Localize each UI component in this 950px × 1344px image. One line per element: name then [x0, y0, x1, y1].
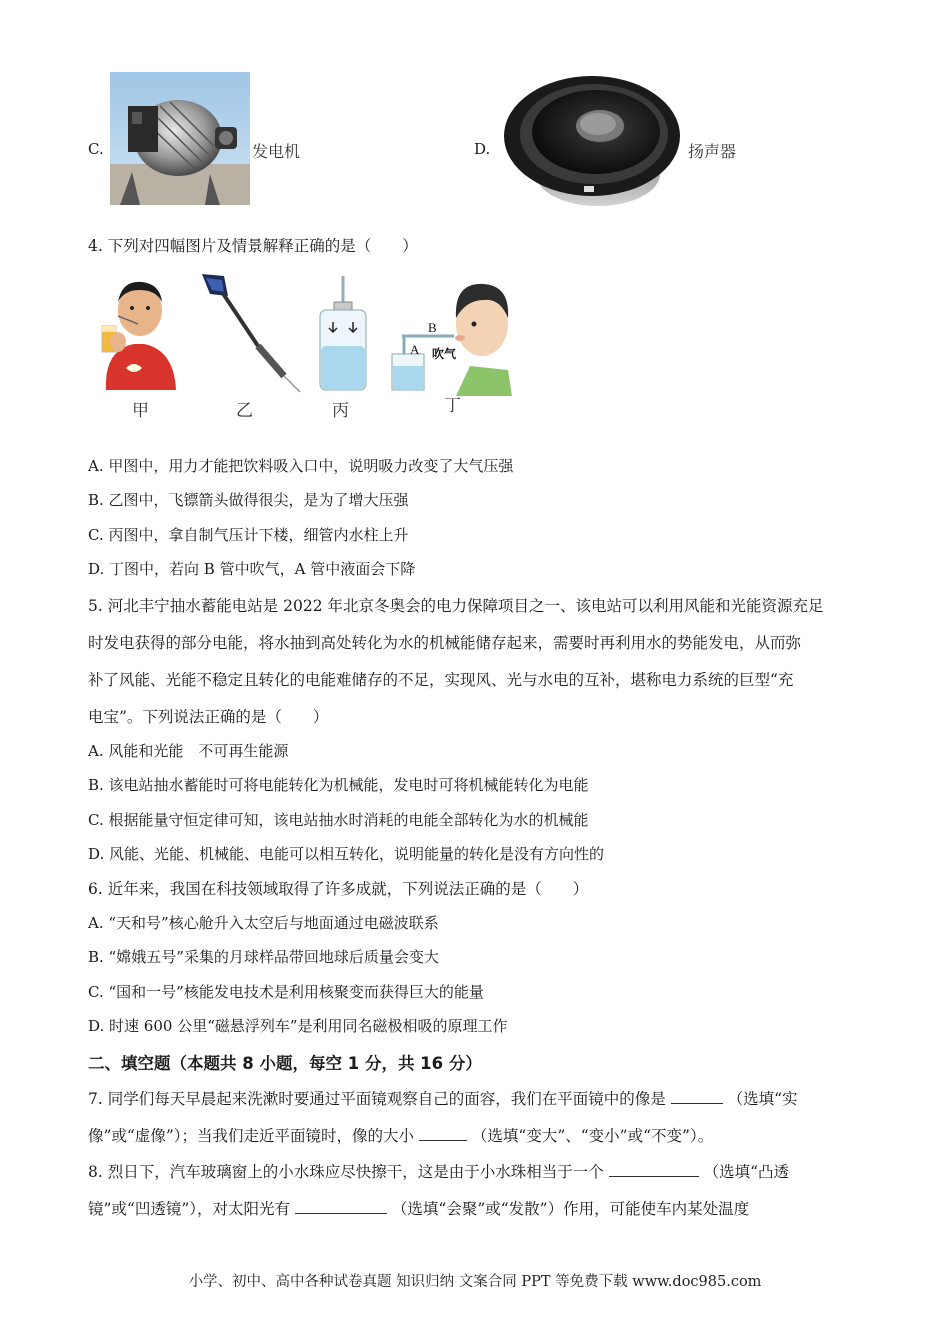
- q5-stem-line-4: 电宝”。下列说法正确的是（ ）: [88, 708, 329, 726]
- q5-stem-line-3: 补了风能、光能不稳定且转化的电能难储存的不足，实现风、光与水电的互补，堪称电力系统的巨型“充: [88, 671, 794, 689]
- caption-jia: 甲: [132, 401, 149, 421]
- q5-option-d: D. 风能、光能、机械能、电能可以相互转化，说明能量的转化是没有方向性的: [88, 845, 605, 863]
- q5-option-a: A. 风能和光能 不可再生能源: [88, 742, 289, 760]
- q7-text-1a: 7. 同学们每天早晨起来洗漱时要通过平面镜观察自己的面容，我们在平面镜中的像是: [88, 1090, 666, 1108]
- q6-option-a: A. “天和号”核心舱升入太空后与地面通过电磁波联系: [88, 914, 439, 932]
- q8-text-2a: 镜”或“凹透镜”），对太阳光有: [88, 1200, 291, 1218]
- q5-option-c: C. 根据能量守恒定律可知，该电站抽水时消耗的电能全部转化为水的机械能: [88, 811, 589, 829]
- caption-bing: 丙: [332, 401, 349, 421]
- q5-stem-line-2: 时发电获得的部分电能，将水抽到高处转化为水的机械能储存起来，需要时再利用水的势能发电，从而弥: [88, 634, 802, 652]
- q6-option-c: C. “国和一号”核能发电技术是利用核聚变而获得巨大的能量: [88, 983, 484, 1001]
- q7-line-1: [88, 1087, 798, 1109]
- q7-text-2b: （选填“变大”、“变小”或“不变”）。: [471, 1127, 714, 1145]
- q8-line-1: [88, 1160, 789, 1182]
- q4-option-c: C. 丙图中，拿自制气压计下楼，细管内水柱上升: [88, 526, 409, 544]
- caption-yi: 乙: [236, 401, 253, 421]
- q8-line-2: [88, 1197, 749, 1219]
- page-footer: 小学、初中、高中各种试卷真题 知识归纳 文案合同 PPT 等免费下载 www.doc985.com: [188, 1274, 762, 1290]
- figure-jia-child-drinking: [96, 272, 178, 390]
- label-blow: 吹气: [432, 347, 457, 361]
- q8-text-1a: 8. 烈日下，汽车玻璃窗上的小水珠应尽快擦干，这是由于小水珠相当于一个: [88, 1163, 604, 1181]
- q4-stem: 4. 下列对四幅图片及情景解释正确的是（ ）: [88, 237, 418, 255]
- label-a: A: [410, 342, 420, 357]
- q7-text-1b: （选填“实: [727, 1090, 798, 1108]
- section-2-title: 二、填空题（本题共 8 小题，每空 1 分，共 16 分）: [88, 1054, 482, 1073]
- option-d-label: 扬声器: [688, 142, 737, 161]
- option-d-letter: D.: [474, 140, 491, 158]
- q7-text-2a: 像”或“虚像”）；当我们走近平面镜时，像的大小: [88, 1127, 415, 1145]
- q6-option-d: D. 时速 600 公里“磁悬浮列车”是利用同名磁极相吸的原理工作: [88, 1017, 508, 1035]
- q7-blank-1[interactable]: [671, 1089, 723, 1104]
- caption-ding: 丁: [444, 396, 461, 416]
- q6-stem: 6. 近年来，我国在科技领域取得了许多成就，下列说法正确的是（ ）: [88, 880, 589, 898]
- q8-text-2b: （选填“会聚”或“发散”）作用，可能使车内某处温度: [391, 1200, 750, 1218]
- q7-blank-2[interactable]: [419, 1126, 467, 1141]
- q8-blank-2[interactable]: [295, 1199, 387, 1214]
- q7-line-2: [88, 1124, 713, 1146]
- q4-option-d: D. 丁图中，若向 B 管中吹气，A 管中液面会下降: [88, 560, 416, 578]
- q8-text-1b: （选填“凸透: [703, 1163, 790, 1181]
- q5-stem-line-1: 5. 河北丰宁抽水蓄能电站是 2022 年北京冬奥会的电力保障项目之一、该电站可以利用风能和光能资源充足: [88, 597, 824, 615]
- figure-ding-blow-tube: [388, 274, 512, 396]
- option-c-letter: C.: [88, 140, 104, 158]
- label-b: B: [428, 320, 437, 335]
- q4-option-a: A. 甲图中，用力才能把饮料吸入口中，说明吸力改变了大气压强: [88, 457, 514, 475]
- figure-bing-barometer: [316, 274, 370, 394]
- q5-option-b: B. 该电站抽水蓄能时可将电能转化为机械能，发电时可将机械能转化为电能: [88, 776, 589, 794]
- generator-image: [110, 72, 250, 205]
- option-c-label: 发电机: [252, 142, 301, 161]
- speaker-image: [500, 74, 684, 212]
- q4-option-b: B. 乙图中，飞镖箭头做得很尖，是为了增大压强: [88, 491, 409, 509]
- q8-blank-1[interactable]: [609, 1162, 699, 1177]
- figure-yi-dart: [198, 270, 306, 394]
- q6-option-b: B. “嫦娥五号”采集的月球样品带回地球后质量会变大: [88, 948, 439, 966]
